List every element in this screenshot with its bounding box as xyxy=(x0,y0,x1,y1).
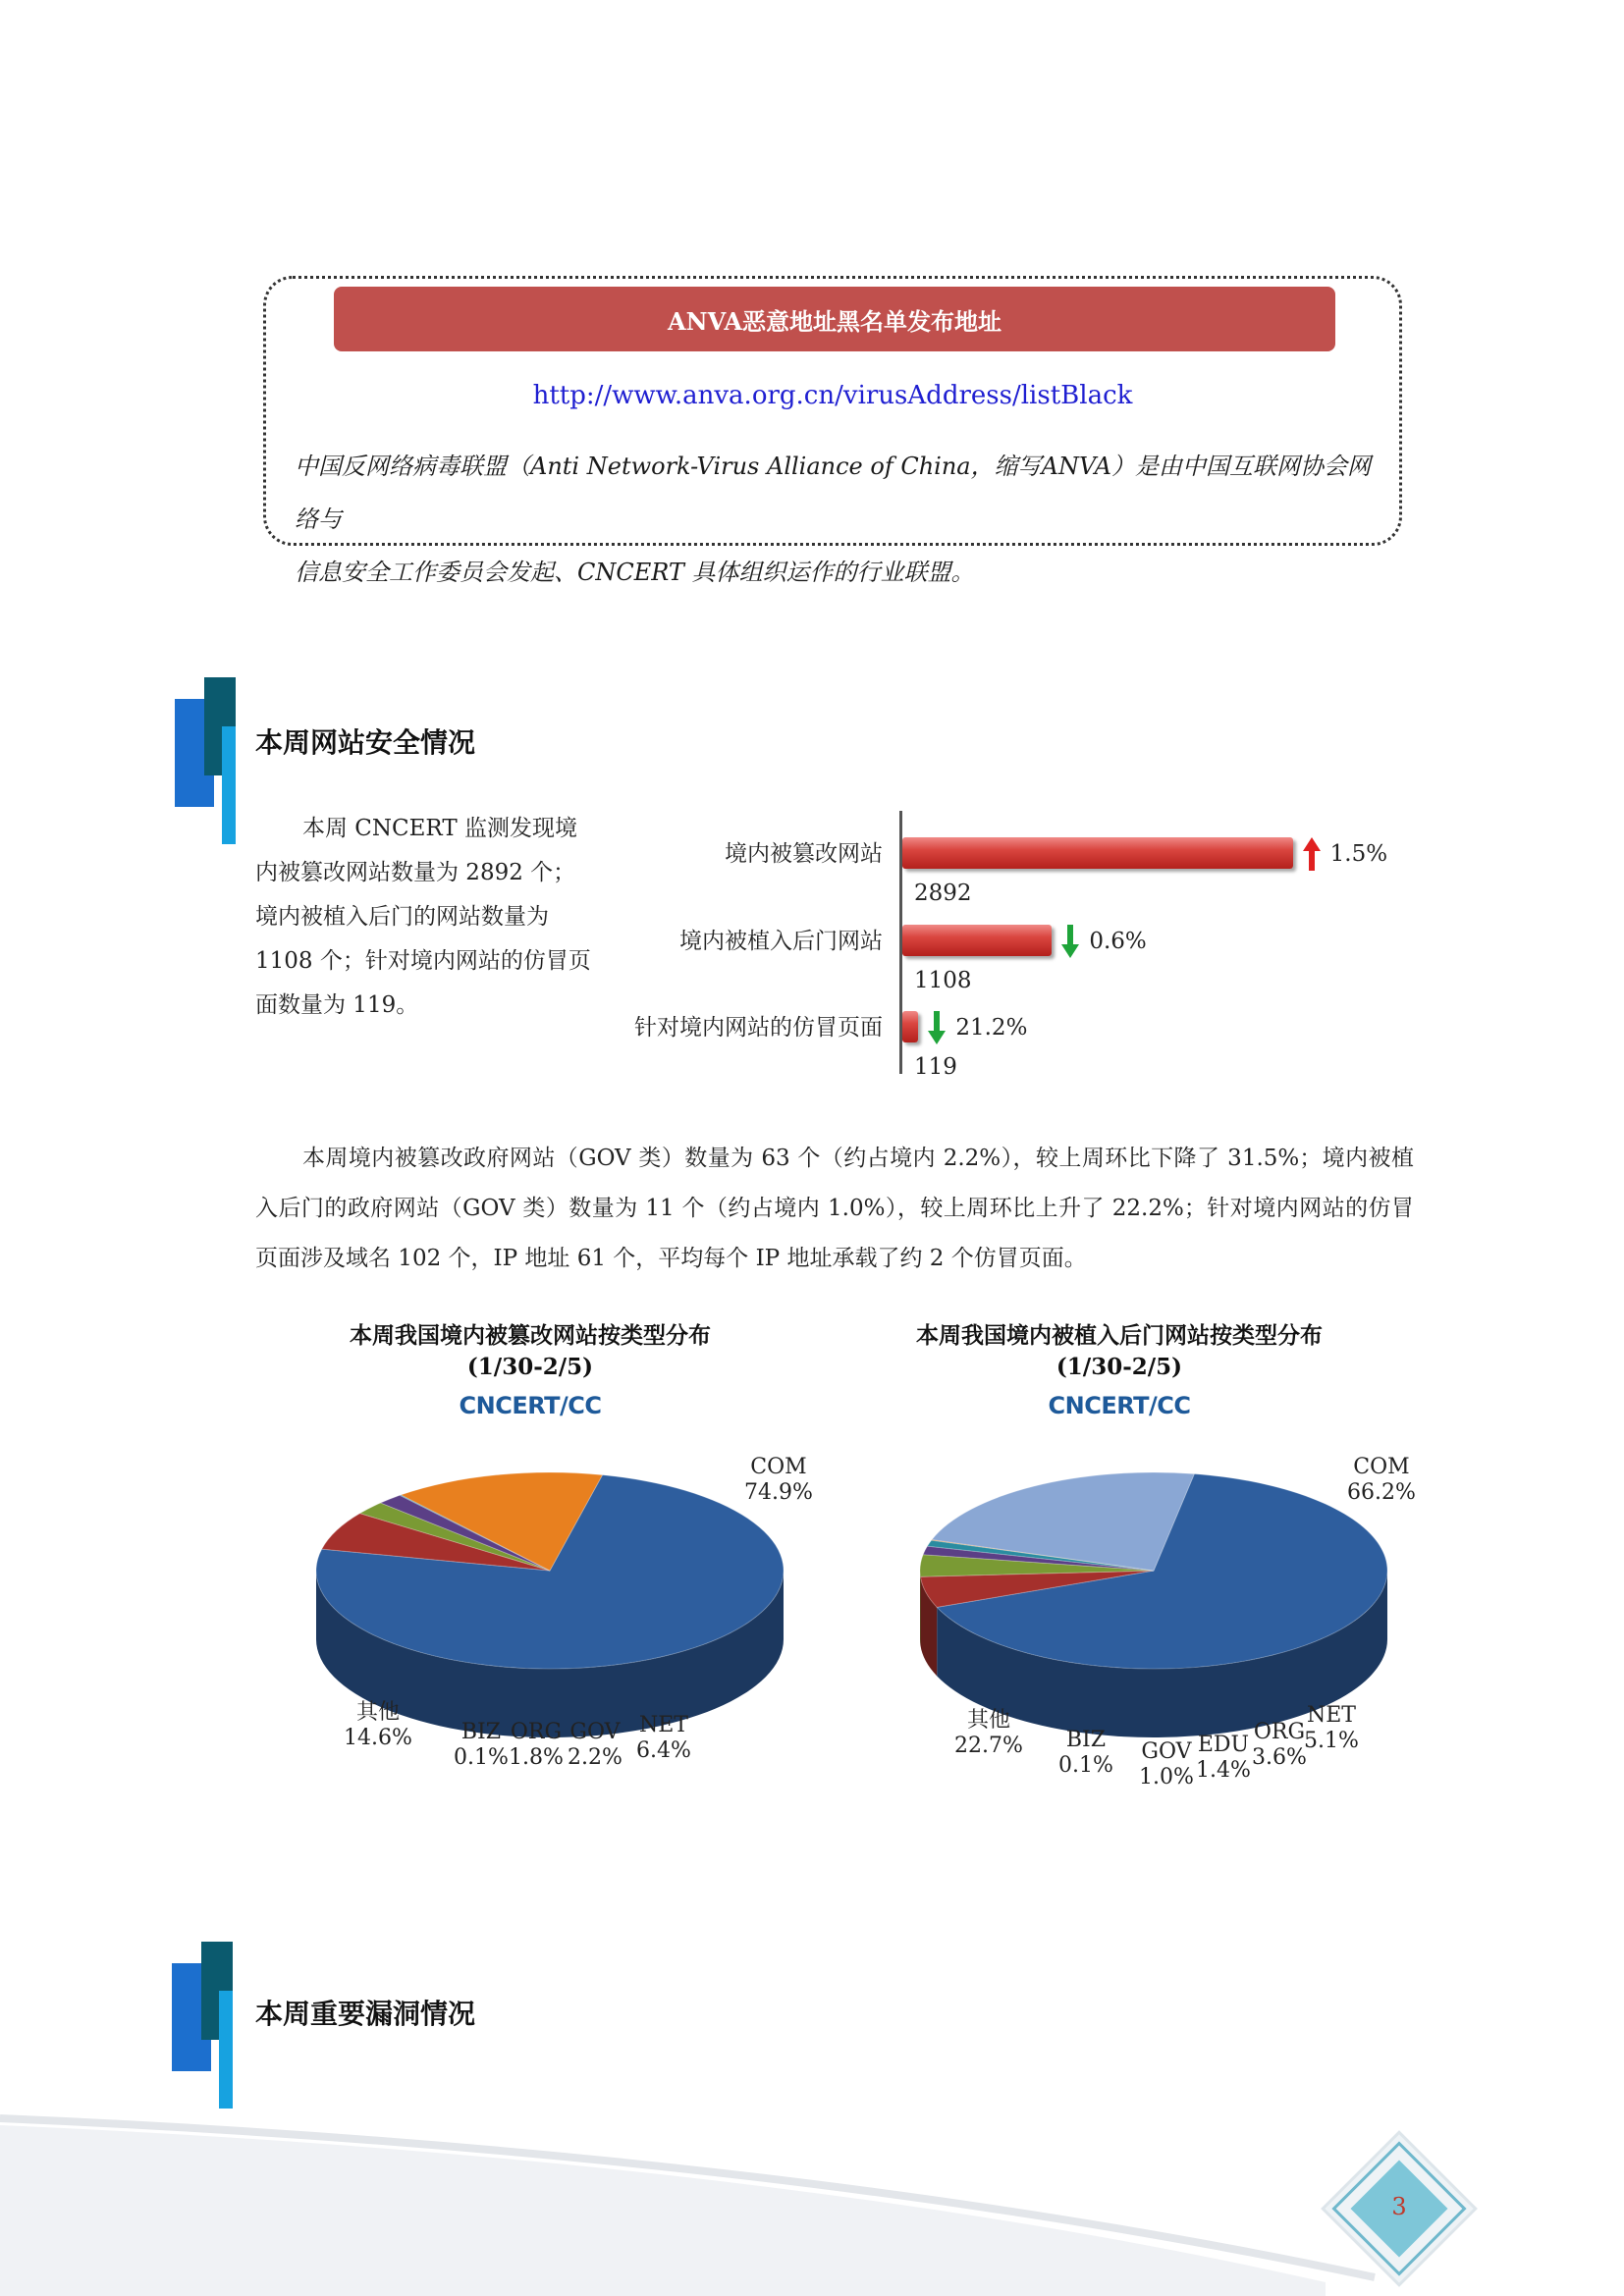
anva-desc-line-2: 信息安全工作委员会发起、CNCERT 具体组织运作的行业联盟。 xyxy=(295,559,975,586)
pie-label-value: 14.6% xyxy=(344,1726,412,1750)
pie-label-name: ORG xyxy=(1253,1720,1306,1744)
pie-label-com xyxy=(1347,1455,1416,1506)
pie-label-name: NET xyxy=(1306,1703,1356,1728)
pie-label-value: 1.4% xyxy=(1196,1758,1251,1783)
pie-label-value: 1.8% xyxy=(509,1745,564,1770)
bar-mark xyxy=(902,925,1052,956)
bar-change-label: 1.5% xyxy=(1329,841,1388,867)
anva-description xyxy=(295,440,1375,599)
pie-label-name: NET xyxy=(638,1713,688,1737)
anva-banner: ANVA恶意地址黑名单发布地址 xyxy=(334,287,1335,351)
pie-label-value: 74.9% xyxy=(744,1480,813,1505)
bar-category-label: 针对境内网站的仿冒页面 xyxy=(634,1015,883,1041)
gov-summary-paragraph: 本周境内被篡改政府网站（GOV 类）数量为 63 个（约占境内 2.2%），较上周环比下降了 31.5%；境内被植入后门的政府网站（GOV 类）数量为 11 个（约占境内 1.0%），较上周环比上升了 22.2%；针对境内网站的仿冒页面涉及域名 102 个，IP 地址 61 个，平均每个 IP 地址承载了约 2 个仿冒页面。 xyxy=(255,1146,1414,1271)
pie2-logo: CNCERT/CC xyxy=(1048,1392,1191,1419)
bar-change-label: 0.6% xyxy=(1089,929,1147,954)
bar-mark xyxy=(902,1011,918,1042)
pie-label-org xyxy=(1252,1720,1307,1771)
bar-value-label: 2892 xyxy=(914,881,972,906)
bar-mark xyxy=(902,837,1293,869)
arrow-up-icon xyxy=(1301,835,1323,873)
pie2-title xyxy=(874,1320,1365,1383)
pie-label-name: COM xyxy=(1353,1455,1410,1479)
pie1-title-text: 本周我国境内被篡改网站按类型分布 xyxy=(350,1322,711,1349)
pie-label-name: GOV xyxy=(1141,1739,1192,1764)
pie-label-value: 2.2% xyxy=(568,1745,623,1770)
pie-label-name: ORG xyxy=(510,1720,563,1744)
pie-label-其他 xyxy=(954,1708,1023,1759)
footer-decoration xyxy=(0,2101,1624,2296)
pie-label-name: BIZ xyxy=(1065,1728,1107,1752)
pie-label-net xyxy=(636,1713,691,1764)
pie-label-net xyxy=(1304,1703,1359,1754)
pie2-title-text: 本周我国境内被植入后门网站按类型分布 xyxy=(916,1322,1323,1349)
bar-value-label: 119 xyxy=(914,1054,957,1080)
anva-url-link[interactable]: http://www.anva.org.cn/virusAddress/listBlack xyxy=(532,381,1133,410)
pie-label-value: 0.1% xyxy=(454,1745,509,1770)
pie-label-biz xyxy=(454,1720,509,1771)
pie-label-com xyxy=(744,1455,813,1506)
section-title-website-security: 本周网站安全情况 xyxy=(255,726,476,759)
intro-text: 本周 CNCERT 监测发现境内被篡改网站数量为 2892 个；境内被植入后门的网站数量为 1108 个；针对境内网站的仿冒页面数量为 119。 xyxy=(255,816,591,1018)
pie-label-value: 66.2% xyxy=(1347,1480,1416,1505)
pie-label-name: COM xyxy=(750,1455,807,1479)
arrow-down-icon xyxy=(926,1009,947,1046)
pie-label-biz xyxy=(1058,1728,1113,1779)
bar-category-label: 境内被篡改网站 xyxy=(725,841,883,867)
pie-label-value: 6.4% xyxy=(636,1738,691,1763)
pie-label-name: EDU xyxy=(1197,1733,1250,1757)
pie-label-其他 xyxy=(344,1700,412,1751)
bar-change-label: 21.2% xyxy=(955,1015,1028,1041)
bar-category-label: 境内被植入后门网站 xyxy=(679,929,883,954)
pie1-subtitle: (1/30-2/5) xyxy=(466,1354,594,1380)
pie-label-name: 其他 xyxy=(966,1708,1010,1733)
pie-label-org xyxy=(509,1720,564,1771)
pie-label-name: GOV xyxy=(569,1720,621,1744)
pie-label-value: 5.1% xyxy=(1304,1729,1359,1753)
pie-label-value: 3.6% xyxy=(1252,1745,1307,1770)
page-number: 3 xyxy=(1391,2193,1407,2220)
anva-desc-line-1: 中国反网络病毒联盟（Anti Network-Virus Alliance of China，缩写ANVA）是由中国互联网协会网络与 xyxy=(295,453,1371,533)
pie-label-name: BIZ xyxy=(460,1720,502,1744)
pie-label-gov xyxy=(568,1720,623,1771)
pie1-logo: CNCERT/CC xyxy=(459,1392,602,1419)
pie-label-value: 22.7% xyxy=(954,1734,1023,1758)
pie-label-name: 其他 xyxy=(355,1700,400,1725)
pie-label-value: 0.1% xyxy=(1058,1753,1113,1778)
pie-label-edu xyxy=(1196,1733,1251,1784)
pie1-title xyxy=(295,1320,766,1383)
pie-label-gov xyxy=(1139,1739,1194,1790)
pie-label-value: 1.0% xyxy=(1139,1765,1194,1789)
bar-value-label: 1108 xyxy=(914,968,972,993)
arrow-down-icon xyxy=(1059,923,1081,960)
section-title-vulnerabilities: 本周重要漏洞情况 xyxy=(255,1998,476,2030)
pie2-subtitle: (1/30-2/5) xyxy=(1056,1354,1183,1380)
